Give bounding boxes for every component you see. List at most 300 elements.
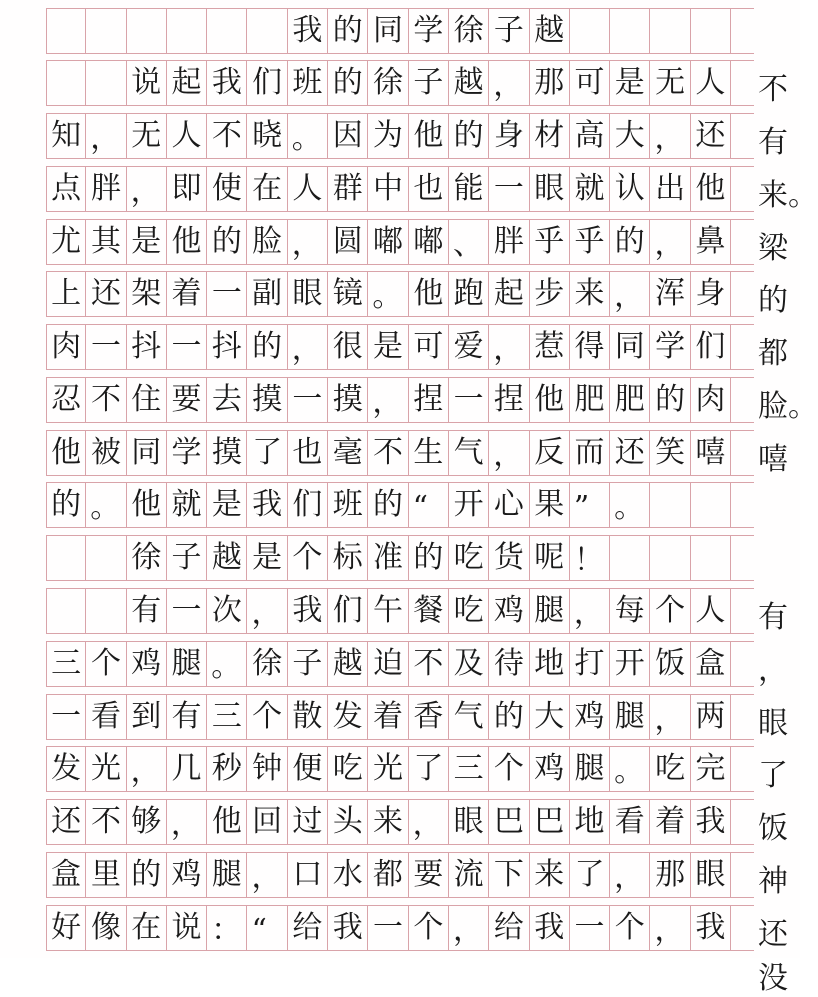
grid-cell — [650, 536, 690, 580]
grid-cell: 盒 — [46, 853, 86, 897]
grid-cell: ， — [247, 853, 287, 897]
grid-cell: 了 — [247, 431, 287, 475]
grid-cell: 还 — [86, 272, 126, 316]
grid-cell: 还 — [46, 800, 86, 844]
text-line — [46, 799, 754, 845]
grid-cell: 看 — [86, 695, 126, 739]
grid-cell: 两 — [691, 695, 731, 739]
grid-cell — [650, 9, 690, 53]
grid-cell: 还 — [610, 431, 650, 475]
grid-cell: 他 — [530, 378, 570, 422]
grid-cell: 被 — [86, 431, 126, 475]
grid-cell: “ — [409, 483, 449, 527]
grid-cell — [167, 9, 207, 53]
grid-cell: 开 — [610, 642, 650, 686]
grid-cell: 不 — [86, 378, 126, 422]
grid-cell: 气 — [449, 431, 489, 475]
grid-cell: 腿 — [530, 589, 570, 633]
grid-cell: 来 — [368, 800, 408, 844]
grid-cell: 他 — [127, 483, 167, 527]
grid-cell: 上 — [46, 272, 86, 316]
grid-cell — [86, 61, 126, 105]
margin-overflow-text: 有 — [758, 600, 788, 635]
grid-cell: 惹 — [530, 325, 570, 369]
grid-cell: 。 — [288, 114, 328, 158]
grid-cell: 子 — [489, 9, 529, 53]
grid-cell: 准 — [368, 536, 408, 580]
grid-cell: 呢 — [530, 536, 570, 580]
grid-cell: 是 — [247, 536, 287, 580]
grid-cell: 有 — [127, 589, 167, 633]
grid-cell: 乎 — [530, 220, 570, 264]
grid-cell: ， — [650, 906, 690, 950]
grid-cell: 为 — [368, 114, 408, 158]
grid-cell: 也 — [409, 167, 449, 211]
grid-cell: 那 — [530, 61, 570, 105]
grid-cell: 可 — [409, 325, 449, 369]
grid-cell: 摸 — [207, 431, 247, 475]
grid-cell: 班 — [328, 483, 368, 527]
grid-cell — [570, 9, 610, 53]
grid-cell: 及 — [449, 642, 489, 686]
grid-cell: 认 — [610, 167, 650, 211]
grid-cell: 好 — [46, 906, 86, 950]
grid-cell: 人 — [288, 167, 328, 211]
grid-cell: ， — [167, 800, 207, 844]
grid-cell: 一 — [570, 906, 610, 950]
grid-cell: 们 — [328, 589, 368, 633]
margin-overflow-text: 有 — [758, 125, 788, 160]
grid-cell: 的 — [368, 483, 408, 527]
grid-cell: 。 — [86, 483, 126, 527]
grid-cell: 了 — [570, 853, 610, 897]
grid-cell: 钟 — [247, 747, 287, 791]
grid-cell — [247, 9, 287, 53]
grid-cell: 说 — [127, 61, 167, 105]
grid-cell: ， — [409, 800, 449, 844]
grid-cell: 果 — [530, 483, 570, 527]
grid-cell: 的 — [449, 114, 489, 158]
grid-cell: 个 — [610, 906, 650, 950]
grid-cell: 同 — [368, 9, 408, 53]
grid-cell: 开 — [449, 483, 489, 527]
grid-cell: 过 — [288, 800, 328, 844]
text-line — [46, 60, 754, 106]
grid-cell — [46, 589, 86, 633]
grid-cell: 越 — [328, 642, 368, 686]
grid-cell: 其 — [86, 220, 126, 264]
grid-cell: 无 — [650, 61, 690, 105]
text-line — [46, 430, 754, 476]
grid-cell: 散 — [288, 695, 328, 739]
grid-cell: 到 — [127, 695, 167, 739]
margin-overflow-text: 脸。 — [758, 389, 818, 424]
text-line — [46, 324, 754, 370]
grid-cell: 鸡 — [530, 747, 570, 791]
margin-overflow-text: 饭 — [758, 811, 788, 846]
grid-cell: 肉 — [46, 325, 86, 369]
grid-cell: 。 — [610, 483, 650, 527]
grid-cell: 他 — [167, 220, 207, 264]
margin-overflow-text: 梁 — [758, 231, 788, 266]
grid-cell: ， — [127, 167, 167, 211]
grid-cell: 着 — [167, 272, 207, 316]
grid-cell: 在 — [247, 167, 287, 211]
grid-cell: 是 — [207, 483, 247, 527]
grid-cell: 点 — [46, 167, 86, 211]
grid-cell: 地 — [530, 642, 570, 686]
grid-cell: 的 — [328, 9, 368, 53]
grid-cell — [691, 483, 731, 527]
grid-cell: 高 — [570, 114, 610, 158]
grid-cell: 不 — [86, 800, 126, 844]
grid-cell: 一 — [489, 167, 529, 211]
grid-cell: 嘟 — [368, 220, 408, 264]
grid-cell: 吃 — [328, 747, 368, 791]
grid-cell: 身 — [489, 114, 529, 158]
grid-cell: 群 — [328, 167, 368, 211]
grid-cell: 我 — [288, 9, 328, 53]
grid-cell: 人 — [691, 589, 731, 633]
grid-cell: 乎 — [570, 220, 610, 264]
grid-cell: 巴 — [530, 800, 570, 844]
grid-cell: 在 — [127, 906, 167, 950]
grid-cell: 我 — [691, 800, 731, 844]
grid-cell: 人 — [691, 61, 731, 105]
text-line — [46, 271, 754, 317]
grid-cell: 来 — [530, 853, 570, 897]
grid-cell: 光 — [368, 747, 408, 791]
grid-cell: ， — [449, 906, 489, 950]
grid-cell: 光 — [86, 747, 126, 791]
grid-cell: 很 — [328, 325, 368, 369]
grid-cell: ， — [127, 747, 167, 791]
grid-cell: 着 — [368, 695, 408, 739]
grid-cell: 嘟 — [409, 220, 449, 264]
grid-cell: ” — [570, 483, 610, 527]
grid-cell: 爱 — [449, 325, 489, 369]
grid-cell: 他 — [409, 114, 449, 158]
grid-cell: 一 — [368, 906, 408, 950]
grid-cell: 打 — [570, 642, 610, 686]
grid-cell: 的 — [46, 483, 86, 527]
grid-cell: 出 — [650, 167, 690, 211]
grid-cell: 知 — [46, 114, 86, 158]
grid-cell: 三 — [46, 642, 86, 686]
grid-cell: 的 — [207, 220, 247, 264]
grid-cell: 不 — [207, 114, 247, 158]
grid-cell: 迫 — [368, 642, 408, 686]
grid-cell: 。 — [610, 747, 650, 791]
margin-overflow-text: ， — [758, 653, 788, 688]
grid-cell: ！ — [570, 536, 610, 580]
grid-cell: 完 — [691, 747, 731, 791]
grid-cell: 因 — [328, 114, 368, 158]
grid-cell: 班 — [288, 61, 328, 105]
grid-cell: 。 — [368, 272, 408, 316]
grid-cell: ， — [368, 378, 408, 422]
grid-cell: 同 — [127, 431, 167, 475]
grid-cell: 个 — [86, 642, 126, 686]
grid-cell: ， — [610, 853, 650, 897]
grid-cell: 还 — [691, 114, 731, 158]
grid-cell: 吃 — [650, 747, 690, 791]
grid-cell — [46, 61, 86, 105]
grid-cell: 胖 — [489, 220, 529, 264]
grid-cell: 胖 — [86, 167, 126, 211]
grid-cell: 笑 — [650, 431, 690, 475]
grid-cell: 秒 — [207, 747, 247, 791]
grid-cell: 发 — [46, 747, 86, 791]
grid-cell: 捏 — [409, 378, 449, 422]
grid-cell: 给 — [288, 906, 328, 950]
grid-cell: 三 — [449, 747, 489, 791]
grid-cell: 嘻 — [691, 431, 731, 475]
title-row — [46, 8, 754, 54]
grid-cell: 地 — [570, 800, 610, 844]
grid-cell: ， — [247, 589, 287, 633]
grid-cell: 眼 — [530, 167, 570, 211]
grid-cell: 肉 — [691, 378, 731, 422]
grid-cell — [691, 9, 731, 53]
grid-cell: 中 — [368, 167, 408, 211]
grid-cell: 眼 — [288, 272, 328, 316]
grid-cell: 我 — [207, 61, 247, 105]
grid-cell: 货 — [489, 536, 529, 580]
grid-cell: 是 — [368, 325, 408, 369]
grid-cell: 他 — [409, 272, 449, 316]
grid-cell — [650, 483, 690, 527]
text-line — [46, 694, 754, 740]
grid-cell: 一 — [449, 378, 489, 422]
grid-cell: ， — [570, 589, 610, 633]
grid-cell: 的 — [328, 61, 368, 105]
margin-overflow-text: 的 — [758, 283, 788, 318]
grid-cell: 一 — [288, 378, 328, 422]
grid-cell: 晓 — [247, 114, 287, 158]
grid-cell: 毫 — [328, 431, 368, 475]
grid-cell: 浑 — [650, 272, 690, 316]
grid-cell: 餐 — [409, 589, 449, 633]
grid-cell: 、 — [449, 220, 489, 264]
grid-cell: 徐 — [247, 642, 287, 686]
grid-cell: 身 — [691, 272, 731, 316]
grid-cell: 待 — [489, 642, 529, 686]
grid-cell: 学 — [167, 431, 207, 475]
grid-cell: 忍 — [46, 378, 86, 422]
grid-cell: ， — [489, 431, 529, 475]
text-line — [46, 113, 754, 159]
grid-cell: 鸡 — [127, 642, 167, 686]
grid-cell: 口 — [288, 853, 328, 897]
grid-cell: ， — [288, 220, 328, 264]
grid-cell: 架 — [127, 272, 167, 316]
grid-cell: “ — [247, 906, 287, 950]
grid-cell: 得 — [570, 325, 610, 369]
grid-cell: 大 — [610, 114, 650, 158]
grid-cell: 他 — [46, 431, 86, 475]
text-line — [46, 746, 754, 792]
grid-cell: ， — [86, 114, 126, 158]
grid-cell: 眼 — [691, 853, 731, 897]
grid-cell: 去 — [207, 378, 247, 422]
grid-cell: 个 — [247, 695, 287, 739]
grid-cell: 不 — [409, 642, 449, 686]
grid-cell — [610, 9, 650, 53]
grid-cell: 回 — [247, 800, 287, 844]
grid-cell: 跑 — [449, 272, 489, 316]
grid-cell: 们 — [288, 483, 328, 527]
grid-cell: 子 — [167, 536, 207, 580]
grid-cell — [691, 536, 731, 580]
grid-cell: ， — [288, 325, 328, 369]
grid-cell: 徐 — [368, 61, 408, 105]
grid-cell: 流 — [449, 853, 489, 897]
grid-cell: 有 — [167, 695, 207, 739]
grid-cell: 而 — [570, 431, 610, 475]
grid-cell: 一 — [86, 325, 126, 369]
grid-cell: 也 — [288, 431, 328, 475]
grid-cell: 吃 — [449, 589, 489, 633]
margin-overflow-text: 了 — [758, 758, 788, 793]
grid-cell: 鼻 — [691, 220, 731, 264]
grid-cell: 捏 — [489, 378, 529, 422]
grid-cell: 一 — [46, 695, 86, 739]
grid-cell: 气 — [449, 695, 489, 739]
grid-cell — [610, 536, 650, 580]
grid-cell: 那 — [650, 853, 690, 897]
grid-cell: 我 — [247, 483, 287, 527]
text-line — [46, 377, 754, 423]
grid-cell: 一 — [167, 325, 207, 369]
grid-cell — [46, 9, 86, 53]
grid-cell: 越 — [449, 61, 489, 105]
grid-cell: 给 — [489, 906, 529, 950]
grid-cell: 使 — [207, 167, 247, 211]
grid-cell: 他 — [207, 800, 247, 844]
grid-cell: 不 — [368, 431, 408, 475]
grid-cell: 我 — [691, 906, 731, 950]
grid-cell: 的 — [489, 695, 529, 739]
grid-cell: 步 — [530, 272, 570, 316]
grid-cell: 头 — [328, 800, 368, 844]
grid-cell: 盒 — [691, 642, 731, 686]
grid-cell: 来 — [570, 272, 610, 316]
grid-cell: ： — [207, 906, 247, 950]
grid-cell: 住 — [127, 378, 167, 422]
grid-cell: 的 — [127, 853, 167, 897]
grid-cell: 的 — [650, 378, 690, 422]
grid-cell — [86, 589, 126, 633]
margin-overflow-text: 神 — [758, 864, 788, 899]
grid-cell: 们 — [691, 325, 731, 369]
margin-overflow-text: 嘻 — [758, 442, 788, 477]
grid-cell — [86, 536, 126, 580]
grid-cell: 饭 — [650, 642, 690, 686]
grid-cell: 鸡 — [570, 695, 610, 739]
grid-cell: 眼 — [449, 800, 489, 844]
grid-cell: 我 — [288, 589, 328, 633]
margin-overflow-text: 还没 — [758, 917, 788, 996]
margin-overflow-text: 都 — [758, 336, 788, 371]
grid-cell: 着 — [650, 800, 690, 844]
grid-cell: 越 — [530, 9, 570, 53]
grid-cell: 尤 — [46, 220, 86, 264]
grid-cell: 起 — [489, 272, 529, 316]
grid-cell: 就 — [167, 483, 207, 527]
grid-cell: 三 — [207, 695, 247, 739]
grid-cell: 像 — [86, 906, 126, 950]
grid-cell: 是 — [610, 61, 650, 105]
grid-cell: 腿 — [610, 695, 650, 739]
text-line — [46, 641, 754, 687]
grid-cell: 个 — [650, 589, 690, 633]
grid-cell: 我 — [530, 906, 570, 950]
grid-cell: 腿 — [570, 747, 610, 791]
text-line — [46, 219, 754, 265]
grid-cell: 抖 — [207, 325, 247, 369]
grid-cell — [46, 536, 86, 580]
text-line — [46, 852, 754, 898]
grid-cell: 腿 — [207, 853, 247, 897]
grid-cell: 即 — [167, 167, 207, 211]
grid-cell: 镜 — [328, 272, 368, 316]
grid-cell: 他 — [691, 167, 731, 211]
grid-cell: 同 — [610, 325, 650, 369]
grid-cell: 反 — [530, 431, 570, 475]
grid-cell: 要 — [167, 378, 207, 422]
grid-cell: 的 — [247, 325, 287, 369]
grid-cell: 够 — [127, 800, 167, 844]
grid-cell: 肥 — [570, 378, 610, 422]
grid-cell: 学 — [409, 9, 449, 53]
grid-cell: 下 — [489, 853, 529, 897]
grid-cell: 心 — [489, 483, 529, 527]
grid-cell: 学 — [650, 325, 690, 369]
text-line — [46, 166, 754, 212]
grid-cell: 发 — [328, 695, 368, 739]
margin-overflow-text: 来。 — [758, 178, 818, 213]
grid-cell: 子 — [288, 642, 328, 686]
grid-cell: ， — [650, 114, 690, 158]
text-line — [46, 588, 754, 634]
grid-cell: 肥 — [610, 378, 650, 422]
grid-cell: 起 — [167, 61, 207, 105]
grid-cell: 。 — [207, 642, 247, 686]
grid-cell: ， — [489, 61, 529, 105]
grid-cell: 材 — [530, 114, 570, 158]
grid-cell: 的 — [409, 536, 449, 580]
grid-cell: 每 — [610, 589, 650, 633]
grid-cell: 里 — [86, 853, 126, 897]
grid-cell: 无 — [127, 114, 167, 158]
grid-cell: 要 — [409, 853, 449, 897]
grid-cell: 水 — [328, 853, 368, 897]
grid-cell: 午 — [368, 589, 408, 633]
grid-cell: 都 — [368, 853, 408, 897]
grid-cell: 鸡 — [489, 589, 529, 633]
grid-cell — [127, 9, 167, 53]
grid-cell: 们 — [247, 61, 287, 105]
grid-cell: 圆 — [328, 220, 368, 264]
grid-cell: 大 — [530, 695, 570, 739]
grid-cell: 是 — [127, 220, 167, 264]
grid-cell — [86, 9, 126, 53]
grid-cell: 的 — [610, 220, 650, 264]
grid-cell: 副 — [247, 272, 287, 316]
grid-cell: 次 — [207, 589, 247, 633]
text-line — [46, 535, 754, 581]
